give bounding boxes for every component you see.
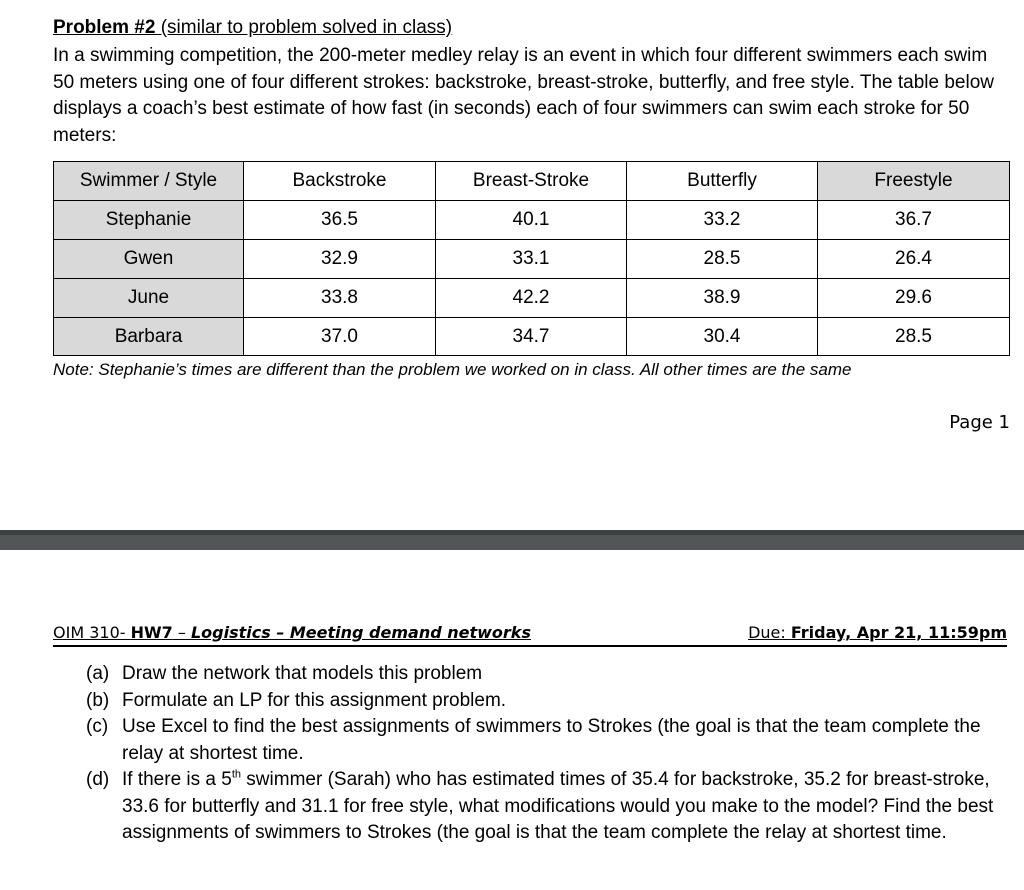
question-label: (d) — [86, 769, 110, 790]
table-cell: 26.4 — [818, 240, 1010, 279]
problem-title — [53, 17, 452, 39]
swimmer-name: June — [54, 279, 244, 318]
table-header: Freestyle — [818, 162, 1010, 201]
question-list — [86, 661, 1006, 847]
table-cell: 30.4 — [627, 318, 818, 356]
swimmer-name: Stephanie — [54, 201, 244, 240]
table-cell: 36.5 — [244, 201, 436, 240]
swim-times-table — [53, 161, 1010, 356]
table-header: Butterfly — [627, 162, 818, 201]
table-cell: 33.1 — [436, 240, 627, 279]
question-d — [86, 767, 1006, 847]
swimmer-name: Gwen — [54, 240, 244, 279]
title-separator: – — [172, 623, 191, 642]
due-date — [748, 623, 1007, 642]
table-cell: 28.5 — [627, 240, 818, 279]
question-b — [86, 688, 1006, 715]
table-cell: 32.9 — [244, 240, 436, 279]
problem-title-subtitle: (similar to problem solved in class) — [155, 17, 453, 38]
table-cell: 42.2 — [436, 279, 627, 318]
question-text-start: If there is a 5 — [122, 769, 232, 790]
question-text: Use Excel to find the best assignments of swimmers to Strokes (the goal is that the team complete the relay at shortest time. — [122, 716, 981, 764]
table-cell: 34.7 — [436, 318, 627, 356]
table-cell: 33.8 — [244, 279, 436, 318]
question-label: (a) — [86, 663, 110, 684]
table-row — [54, 318, 1010, 356]
table-note: Note: Stephanie’s times are different than the problem we worked on in class. All other times are the same — [53, 360, 852, 379]
question-text — [122, 769, 993, 843]
hw-topic: Logistics – Meeting demand networks — [190, 623, 531, 642]
hw-number: HW7 — [130, 623, 173, 642]
homework-title — [53, 623, 531, 642]
table-header: Backstroke — [244, 162, 436, 201]
table-row — [54, 201, 1010, 240]
table-row — [54, 279, 1010, 318]
question-label: (c) — [86, 716, 109, 737]
table-cell: 33.2 — [627, 201, 818, 240]
table-cell: 40.1 — [436, 201, 627, 240]
ordinal-suffix: th — [231, 768, 242, 781]
due-label: Due: — [748, 623, 791, 642]
question-text: Draw the network that models this problem — [122, 663, 483, 684]
problem-intro: In a swimming competition, the 200-meter medley relay is an event in which four different swimmers each swim 50 meters using one of four different strokes: backstroke, breast-stroke, butterfly, and free style. The table below displays a coach’s best estimate of how fast (in seconds) each of four swimmers can swim each stroke for 50 meters: — [53, 45, 994, 146]
page-separator — [0, 530, 1024, 550]
question-c — [86, 714, 1006, 767]
table-cell: 36.7 — [818, 201, 1010, 240]
table-cell: 38.9 — [627, 279, 818, 318]
table-row — [54, 240, 1010, 279]
table-cell: 29.6 — [818, 279, 1010, 318]
course-code: OIM 310- — [53, 623, 131, 642]
page-number: Page 1 — [949, 412, 1010, 433]
question-a — [86, 661, 1006, 688]
table-cell: 37.0 — [244, 318, 436, 356]
question-text: Formulate an LP for this assignment problem. — [122, 689, 507, 711]
page-separator-shade — [0, 530, 1024, 535]
table-header: Swimmer / Style — [54, 162, 244, 201]
table-header: Breast-Stroke — [436, 162, 627, 201]
table-cell: 28.5 — [818, 318, 1010, 356]
homework-header — [53, 621, 1007, 647]
table-header-row — [54, 162, 1010, 201]
question-label: (b) — [86, 689, 110, 711]
swimmer-name: Barbara — [54, 318, 244, 356]
problem-title-bold: Problem #2 — [53, 17, 156, 38]
due-value: Friday, Apr 21, 11:59pm — [790, 623, 1007, 642]
question-text-end: swimmer (Sarah) who has estimated times of 35.4 for backstroke, 35.2 for breast-stroke, 33.6 for butterfly and 31.1 for free style, what modifications would you make to the model? Find the best assignments of swimmers to Strokes (the goal is that the team complete the relay at shortest time. — [122, 769, 994, 843]
